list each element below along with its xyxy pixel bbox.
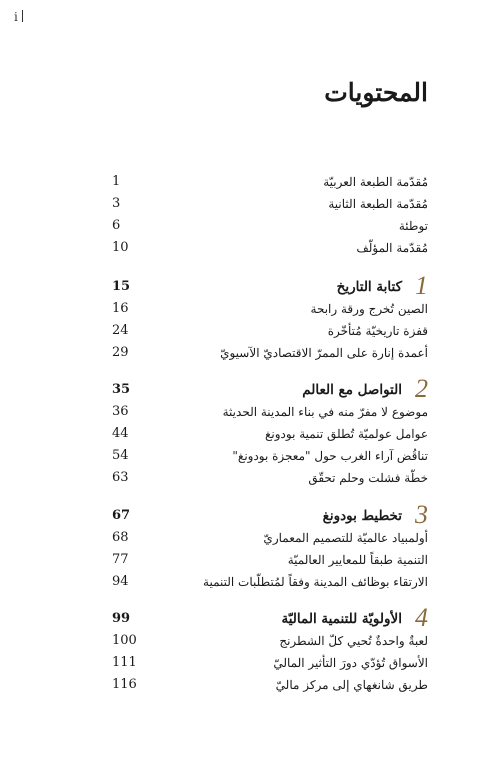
toc-page-number: 77 [112, 552, 129, 567]
toc-page-number: 1 [112, 174, 121, 189]
toc-entry-row[interactable] [112, 445, 428, 467]
toc-entry-label: الأسواق تُؤدّي دورَ التأثير الماليّ [273, 656, 428, 670]
toc-page-number: 15 [112, 279, 131, 294]
toc-page-number: 44 [112, 426, 129, 441]
toc-entry-label: أولمبياد عالميّة للتصميم المعماريّ [263, 531, 428, 545]
toc-entry-label: خطّة فشلت وحلم تحقّق [308, 471, 428, 485]
toc-entry-row[interactable] [112, 320, 428, 342]
chapter-number: 2 [415, 374, 428, 403]
toc-entry-row[interactable] [112, 193, 428, 215]
toc-entry-row[interactable] [112, 549, 428, 571]
toc-page-number: 94 [112, 574, 129, 589]
toc-page-number: 35 [112, 382, 131, 397]
toc-page-number: 63 [112, 470, 129, 485]
toc-page-number: 100 [112, 633, 137, 648]
toc-entry-row[interactable] [112, 652, 428, 674]
toc-entry-label: قفزة تاريخيّة مُتأخّرة [327, 324, 428, 338]
toc-entry-label: طريق شانغهاي إلى مركز ماليّ [275, 678, 428, 692]
toc-entry-label: توطئة [398, 219, 428, 233]
chapter-title: كتابة التاريخ [336, 279, 402, 295]
toc-entry-row[interactable] [112, 423, 428, 445]
toc-entry-label: أعمدة إنارة على الممرّ الاقتصاديّ الآسيويّ [220, 346, 428, 360]
toc-page-number: 16 [112, 301, 129, 316]
toc-page-number: 111 [112, 655, 137, 670]
chapter-heading-row[interactable] [112, 374, 428, 403]
toc-entry-row[interactable] [112, 674, 428, 696]
chapter-title: التواصل مع العالم [302, 382, 402, 398]
toc-page-number: 54 [112, 448, 129, 463]
toc-entry-label: الارتقاء بوظائف المدينة وفقاً لمُتطلّبات التنمية [203, 575, 428, 589]
chapter-title: تخطيط بودونغ [322, 508, 402, 524]
toc-entry-row[interactable] [112, 171, 428, 193]
toc-page-number: 67 [112, 508, 131, 523]
chapter-heading-row[interactable] [112, 271, 428, 300]
chapter-number: 4 [415, 603, 428, 632]
toc-page-number: 68 [112, 530, 129, 545]
chapter-number: 3 [415, 500, 428, 529]
chapter-heading-row[interactable] [112, 500, 428, 529]
toc-entry-label: مُقدّمة المؤلّف [356, 241, 428, 255]
toc-entry-row[interactable] [112, 237, 428, 259]
toc-entry-row[interactable] [112, 342, 428, 364]
toc-entry-row[interactable] [112, 527, 428, 549]
toc-entry-row[interactable] [112, 401, 428, 423]
toc-entry-label: مُقدّمة الطبعة العربيّة [323, 175, 428, 189]
toc-entry-label: التنمية طبقاً للمعايير العالميّة [287, 553, 428, 567]
toc-page-number: 99 [112, 611, 131, 626]
toc-entry-label: عوامل عولميّة تُطلق تنمية بودونغ [265, 427, 428, 441]
toc-page-number: 3 [112, 196, 121, 211]
chapter-title: الأولويّة للتنمية الماليّة [281, 611, 402, 627]
toc-page-number: 10 [112, 240, 129, 255]
toc-page-number: 24 [112, 323, 129, 338]
toc-entry-row[interactable] [112, 215, 428, 237]
chapter-heading-row[interactable] [112, 603, 428, 632]
toc-entry-label: موضوع لا مفرّ منه في بناء المدينة الحديثة [222, 405, 428, 419]
toc-entry-label: تناقُض آراء الغرب حول "معجزة بودونغ" [232, 449, 428, 463]
toc-entry-label: لعبةٌ واحدةٌ تُحيي كلّ الشطرنج [279, 634, 428, 648]
page-title: المحتويات [324, 78, 428, 107]
toc-page-number: 29 [112, 345, 129, 360]
page-number-roman: i [14, 10, 18, 24]
toc-page-number: 6 [112, 218, 121, 233]
toc-entry-row[interactable] [112, 630, 428, 652]
toc-entry-row[interactable] [112, 298, 428, 320]
toc-page-number: 36 [112, 404, 129, 419]
toc-entry-row[interactable] [112, 571, 428, 593]
toc-entry-row[interactable] [112, 467, 428, 489]
toc-entry-label: الصين تُخرج ورقة رابحة [310, 302, 428, 316]
chapter-number: 1 [415, 271, 428, 300]
toc-entry-label: مُقدّمة الطبعة الثانية [328, 197, 428, 211]
toc-page-number: 116 [112, 677, 137, 692]
